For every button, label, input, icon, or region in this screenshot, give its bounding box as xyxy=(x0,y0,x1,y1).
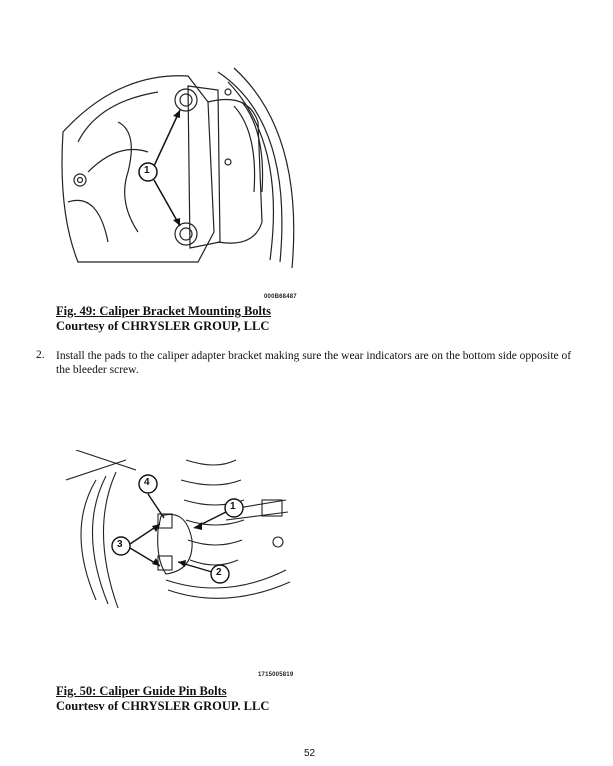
figure-50-code: 1715005819 xyxy=(258,672,294,678)
figure-49-title: Fig. 49: Caliper Bracket Mounting Bolts xyxy=(56,304,272,318)
figure-50-credit: Courtesv of CHRYSLER GROUP. LLC xyxy=(56,699,270,713)
callout-2-label: 2 xyxy=(216,567,222,578)
step-number: 2. xyxy=(36,349,45,361)
callout-1-label: 1 xyxy=(230,501,236,512)
callout-3-label: 3 xyxy=(117,539,123,550)
figure-49-credit: Courtesy of CHRYSLER GROUP, LLC xyxy=(56,319,270,333)
figure-50-title: Fig. 50: Caliper Guide Pin Bolts xyxy=(56,684,227,698)
page-number: 52 xyxy=(304,748,316,759)
figure-50-illustration xyxy=(66,450,292,618)
figure-49-illustration xyxy=(58,62,306,268)
callout-1-label: 1 xyxy=(144,165,150,176)
step-text: Install the pads to the caliper adapter bracket making sure the wear indicators are on the bottom side opposite of the bleeder screw. xyxy=(56,350,572,376)
figure-49-code: 000B68487 xyxy=(264,294,297,300)
callout-4-label: 4 xyxy=(144,477,150,488)
